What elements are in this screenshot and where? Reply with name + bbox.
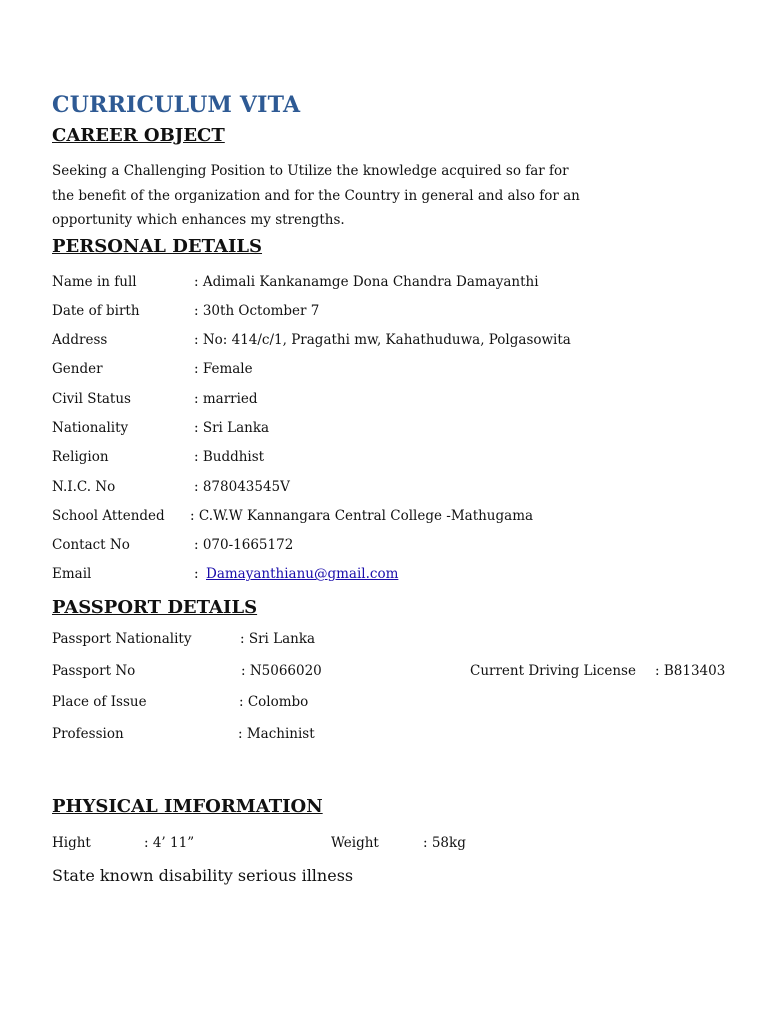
personal-value: : 878043545V <box>194 479 290 495</box>
personal-value: : 30th Octomber 7 <box>194 303 320 319</box>
personal-label: Religion <box>52 449 109 465</box>
personal-value: : Female <box>194 361 253 377</box>
physical-information-heading: PHYSICAL IMFORMATION <box>52 796 323 817</box>
passport-details-heading: PASSPORT DETAILS <box>52 597 258 618</box>
personal-value: : Adimali Kankanamge Dona Chandra Damayanthi <box>194 274 539 290</box>
personal-label: Gender <box>52 361 103 377</box>
passport-nationality-value: : Sri Lanka <box>240 631 316 647</box>
profession-value: : Machinist <box>238 726 315 742</box>
personal-value: : No: 414/c/1, Pragathi mw, Kahathuduwa, Polgasowita <box>194 332 571 348</box>
document-title: CURRICULUM VITA <box>52 92 301 118</box>
weight-label: Weight <box>331 835 379 851</box>
email-colon: : <box>194 566 199 582</box>
personal-value: : married <box>194 391 258 407</box>
place-of-issue-label: Place of Issue <box>52 694 147 710</box>
personal-label: Contact No <box>52 537 130 553</box>
personal-label: Name in full <box>52 274 137 290</box>
personal-label: N.I.C. No <box>52 479 116 495</box>
height-label: Hight <box>52 835 91 851</box>
passport-no-label: Passport No <box>52 663 136 679</box>
career-object-paragraph: Seeking a Challenging Position to Utilize the knowledge acquired so far for the benefit of the organization and for the Country in general and also for an opportunity which enhances my strengths. <box>52 163 580 228</box>
place-of-issue-value: : Colombo <box>239 694 309 710</box>
weight-value: : 58kg <box>423 835 466 851</box>
email-link[interactable]: Damayanthianu@gmail.com <box>206 566 399 582</box>
personal-value: : C.W.W Kannangara Central College -Mathugama <box>190 508 534 524</box>
personal-details-heading: PERSONAL DETAILS <box>52 236 263 257</box>
personal-label: Civil Status <box>52 391 131 407</box>
personal-label: Address <box>52 332 108 348</box>
personal-label: Date of birth <box>52 303 140 319</box>
disability-statement: State known disability serious illness <box>52 866 354 885</box>
personal-label: School Attended <box>52 508 165 524</box>
passport-nationality-label: Passport Nationality <box>52 631 192 647</box>
personal-value: : 070-1665172 <box>194 537 294 553</box>
personal-label: Nationality <box>52 420 129 436</box>
email-label: Email <box>52 566 92 582</box>
driving-license-label: Current Driving License <box>470 663 636 679</box>
profession-label: Profession <box>52 726 124 742</box>
passport-no-value: : N5066020 <box>241 663 322 679</box>
driving-license-value: : B813403 <box>655 663 726 679</box>
personal-value: : Buddhist <box>194 449 265 465</box>
height-value: : 4’ 11” <box>144 835 195 851</box>
personal-value: : Sri Lanka <box>194 420 270 436</box>
career-object-heading: CAREER OBJECT <box>52 125 225 146</box>
